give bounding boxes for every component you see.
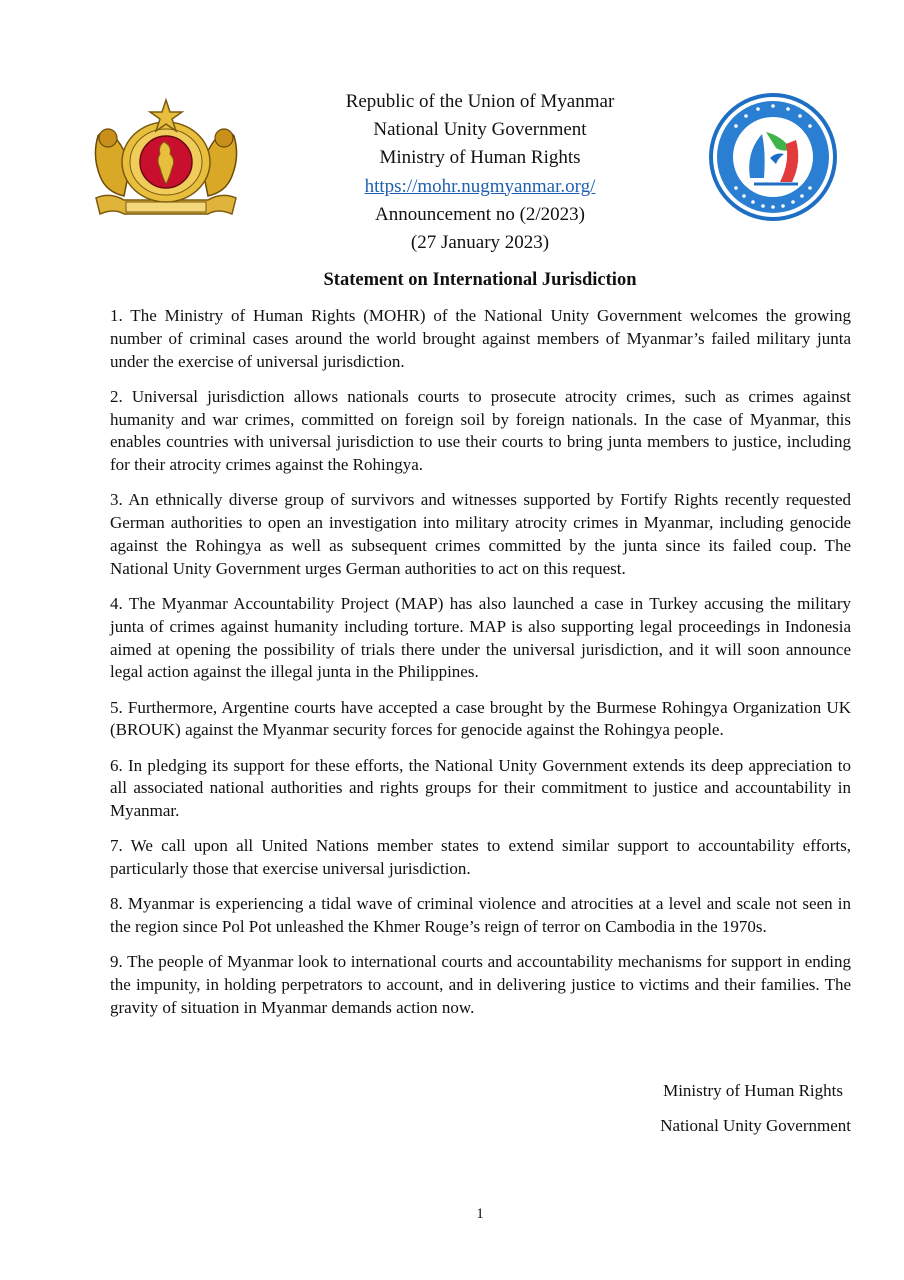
paragraph-6: 6. In pledging its support for these efforts, the National Unity Government extends its deep appreciation to all associated national authorities and rights groups for their commitment to justice and accountability in Myanmar.	[110, 755, 851, 821]
paragraph-9: 9. The people of Myanmar look to international courts and accountability mechanisms for support in ending the impunity, in holding perpetrators to account, and in delivering justice to victims and their families. The gravity of situation in Myanmar demands action now.	[110, 952, 851, 1017]
paragraph-1: 1. The Ministry of Human Rights (MOHR) of the National Unity Government welcomes the growing number of criminal cases around the world brought against members of Myanmar’s failed military junta under the exercise of universal jurisdiction.	[110, 306, 851, 371]
state-seal-of-myanmar-icon	[90, 96, 242, 220]
paragraph-2: 2. Universal jurisdiction allows nationals courts to prosecute atrocity crimes, such as crimes against humanity and war crimes, committed on foreign soil by foreign nationals. In the case of Myanmar, this enables countries with universal jurisdiction to use their courts to bring junta members to justice, including for their atrocity crimes against the Rohingya.	[110, 386, 851, 475]
website-link[interactable]: https://mohr.nugmyanmar.org/	[364, 175, 596, 197]
paragraph-8: 8. Myanmar is experiencing a tidal wave of criminal violence and atrocities at a level and scale not seen in the region since Pol Pot unleashed the Khmer Rouge’s reign of terror on Cambodia in the 1970s.	[110, 894, 851, 937]
country-name: Republic of the Union of Myanmar	[345, 91, 615, 112]
paragraph-3: 3. An ethnically diverse group of survivors and witnesses supported by Fortify Rights recently requested German authorities to open an investigation into military atrocity crimes in Myanmar, including genocide against the Rohingya as well as subsequent crimes committed by the junta since its failed coup. The National Unity Government urges German authorities to act on this request.	[110, 490, 851, 578]
paragraph-5: 5. Furthermore, Argentine courts have accepted a case brought by the Burmese Rohingya Organization UK (BROUK) against the Myanmar security forces for genocide against the Rohingya people.	[110, 697, 851, 740]
signature-ministry: Ministry of Human Rights	[663, 1081, 843, 1100]
signature-government: National Unity Government	[660, 1116, 851, 1135]
paragraph-7: 7. We call upon all United Nations member states to extend similar support to accountability efforts, particularly those that exercise universal jurisdiction.	[110, 836, 851, 879]
page-number: 1	[476, 1206, 484, 1222]
ministry-name: Ministry of Human Rights	[379, 147, 581, 169]
paragraph-4: 4. The Myanmar Accountability Project (MAP) has also launched a case in Turkey accusing the military junta of crimes against humanity including torture. MAP is also supporting legal proceedings in Indonesia aimed at opening the possibility of trials there under the universal jurisdiction, and it will soon announce legal action against the illegal junta in the Philippines.	[110, 593, 851, 682]
government-name: National Unity Government	[373, 119, 587, 141]
statement-title: Statement on International Jurisdiction	[323, 270, 637, 290]
letterhead	[250, 88, 710, 257]
signature-block	[560, 1080, 851, 1150]
announcement-number: Announcement no (2/2023)	[374, 203, 585, 225]
statement-body	[110, 305, 851, 1032]
announcement-date: (27 January 2023)	[410, 232, 550, 254]
ministry-of-human-rights-seal-icon	[706, 92, 840, 222]
